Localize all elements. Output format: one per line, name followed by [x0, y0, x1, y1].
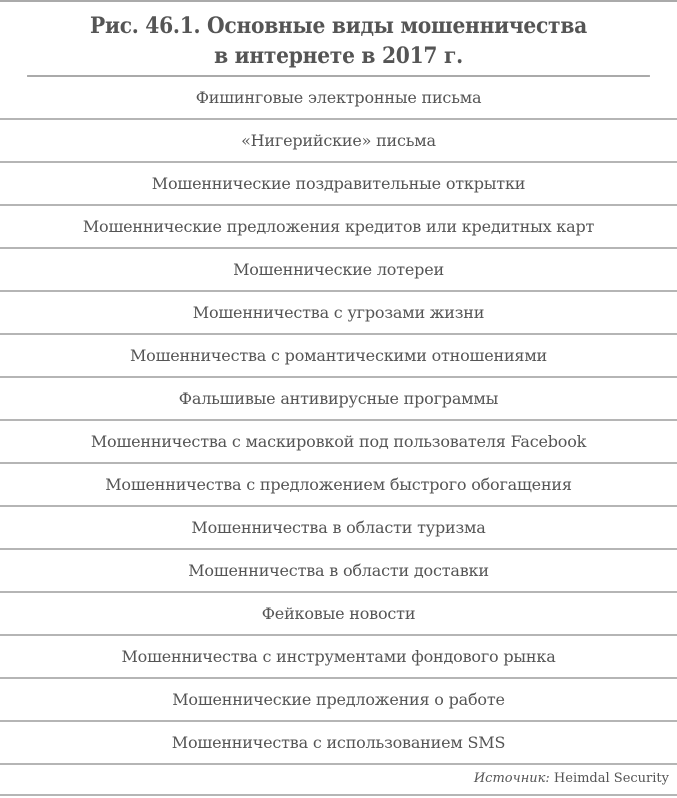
source-note — [0, 765, 677, 796]
table-row: Мошеннические предложения кредитов или кредитных карт — [0, 206, 677, 249]
table-row: Мошенничества в области туризма — [0, 507, 677, 550]
table-row: Мошеннические предложения о работе — [0, 679, 677, 722]
table-row: Мошенничества с угрозами жизни — [0, 292, 677, 335]
source-value: Heimdal Security — [553, 771, 669, 786]
table-row: Мошенничества с инструментами фондового рынка — [0, 636, 677, 679]
table-row: Фальшивые антивирусные программы — [0, 378, 677, 421]
source-label: Источник: — [473, 771, 550, 786]
title-line-1: Рис. 46.1. Основные виды мошенничества — [90, 13, 587, 39]
fraud-types-list — [0, 77, 677, 765]
table-row: Фишинговые электронные письма — [0, 77, 677, 120]
table-row: Мошенничества с использованием SMS — [0, 722, 677, 765]
table-row: Мошенничества с романтическими отношениями — [0, 335, 677, 378]
table-row: Мошеннические лотереи — [0, 249, 677, 292]
table-row: Мошенничества в области доставки — [0, 550, 677, 593]
table-row: Мошенничества с маскировкой под пользователя Facebook — [0, 421, 677, 464]
figure-title — [27, 2, 650, 77]
table-row: Фейковые новости — [0, 593, 677, 636]
table-row: Мошеннические поздравительные открытки — [0, 163, 677, 206]
title-line-2: в интернете в 2017 г. — [214, 43, 463, 69]
table-row: Мошенничества с предложением быстрого обогащения — [0, 464, 677, 507]
table-row: «Нигерийские» письма — [0, 120, 677, 163]
